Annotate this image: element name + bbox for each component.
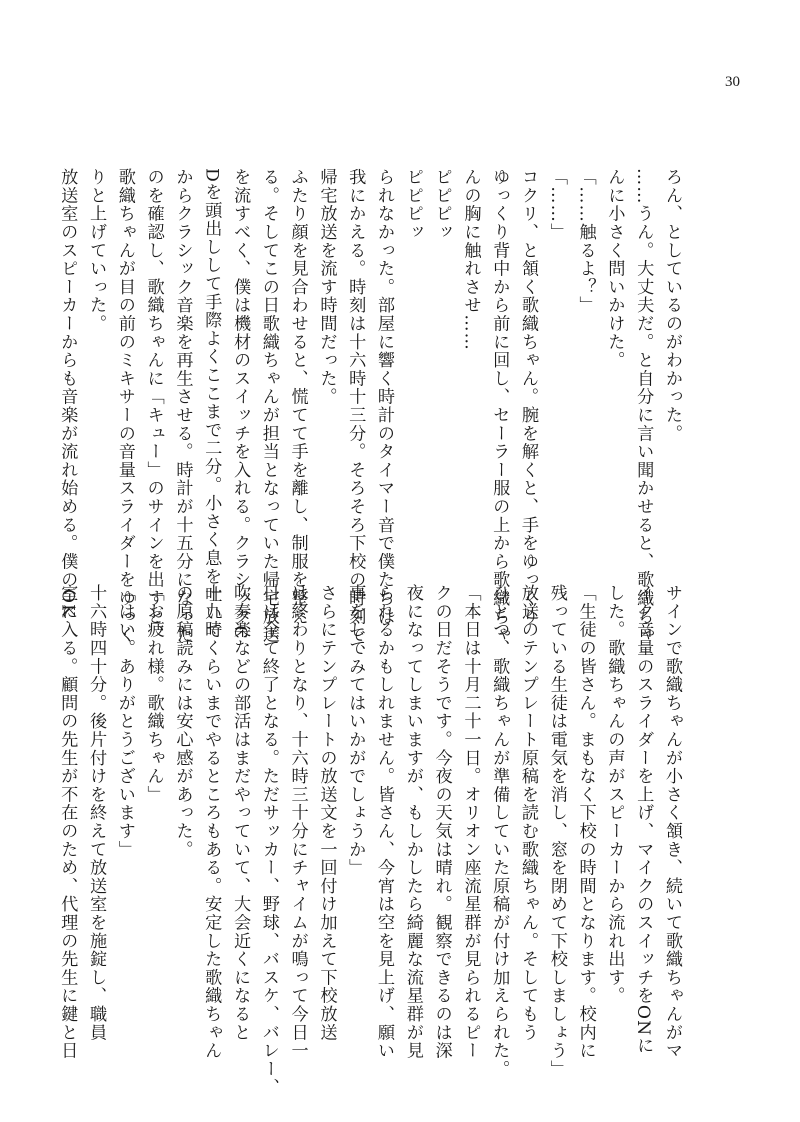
text-line: る。そしてこの日歌織ちゃんが担当となっていた帰宅放送 [258,168,279,644]
text-line: んの胸に触れさせ…… [460,168,481,351]
text-line: 放送室のスピーカーからも音楽が流れ始める。僕のOK [57,168,78,619]
text-line: 「生徒の皆さん。まもなく下校の時間となります。校内に [575,584,596,1060]
text-line: の原稿読みには安心感があった。 [172,584,193,859]
text-line: 日は全て終了となる。ただサッカー、野球、バスケ、バレー、 [258,584,279,1097]
text-line: りと上げていった。 [86,168,107,333]
text-line: 十九時くらいまでやるところもある。安定した歌織ちゃん [201,584,222,1060]
text-column-top [57,168,686,663]
text-line: 夜になってしまいますが、もしかしたら綺麗な流星群が見 [402,584,423,1060]
page-number: 30 [725,74,740,90]
text-line: 室に入る。顧問の先生が不在のため、代理の先生に鍵と日 [57,584,78,1060]
text-line: られなかった。部屋に響く時計のタイマー音で僕たちは [374,168,395,626]
text-line: ふたり顔を見合わせると、慌てて手を離し、制服を整え [287,168,308,626]
text-line: さらにテンプレートの放送文を一回付け加えて下校放送 [316,584,337,1042]
text-line: クの日だそうです。今夜の天気は晴れ。観察できるのは深 [431,584,452,1060]
text-line: からクラシック音楽を再生させる。時計が十五分になった [172,168,193,644]
text-line: ピピピッ [431,168,452,242]
text-line: 「本日は十月二十一日。オリオン座流星群が見られるピー [460,584,481,1060]
text-line: イク音量のスライダーを上げ、マイクのスイッチをONに [633,584,654,1055]
text-line: 「……触るよ？」 [575,168,596,315]
text-line: 放送のテンプレート原稿を読む歌織ちゃん。そしてもう [518,584,539,1042]
text-line: んに小さく問いかけた。 [604,168,625,370]
text-line: 我にかえる。時刻は十六時十三分。そろそろ下校の時刻で、 [345,168,366,663]
text-line: のを確認し、歌織ちゃんに「キュー」のサインを出すと、 [143,168,164,644]
text-line: ……うん。大丈夫だ。と自分に言い聞かせると、歌織ちゃ [633,168,654,644]
text-line: コクリ、と頷く歌織ちゃん。腕を解くと、手をゆっくり [518,168,539,626]
text-line: を流すべく、僕は機材のスイッチを入れる。クラシックC [230,168,251,640]
text-line: 「お疲れ様。歌織ちゃん」 [143,584,164,804]
text-line: ひとつ、歌織ちゃんが準備していた原稿が付け加えられた。 [489,584,510,1079]
text-line: 十六時四十分。後片付けを終えて放送室を施錠し、職員 [86,584,107,1042]
text-line: した。歌織ちゃんの声がスピーカーから流れ出す。 [604,584,625,1005]
text-line: 残っている生徒は電気を消し、窓を閉めて下校しましょう」 [546,584,567,1079]
text-line: 事をしてみてはいかがでしょうか」 [345,584,366,877]
text-line: 「……」 [546,168,567,242]
text-line: は終わりとなり、十六時三十分にチャイムが鳴って今日一 [287,584,308,1060]
text-column-bottom [57,584,686,1097]
text-line: サインで歌織ちゃんが小さく頷き、続いて歌織ちゃんがマ [662,584,682,1060]
text-line: られるかもしれません。皆さん、今宵は空を見上げ、願い [374,584,395,1060]
text-line: ゆっくり背中から前に回し、セーラー服の上から歌織ちゃ [489,168,510,644]
text-line: Dを頭出しして手際よくここまで二分。小さく息を吐いて [201,168,222,641]
text-line: 帰宅放送を流す時間だった。 [316,168,337,406]
text-line: 歌織ちゃんが目の前のミキサーの音量スライダーをゆっく [114,168,135,644]
text-line: 「はい。ありがとうございます」 [114,584,135,859]
text-line: ピピピッ [402,168,423,242]
text-line: 吹奏楽などの部活はまだやっていて、大会近くになると [230,584,251,1042]
text-line: ろん、としているのがわかった。 [662,168,682,443]
